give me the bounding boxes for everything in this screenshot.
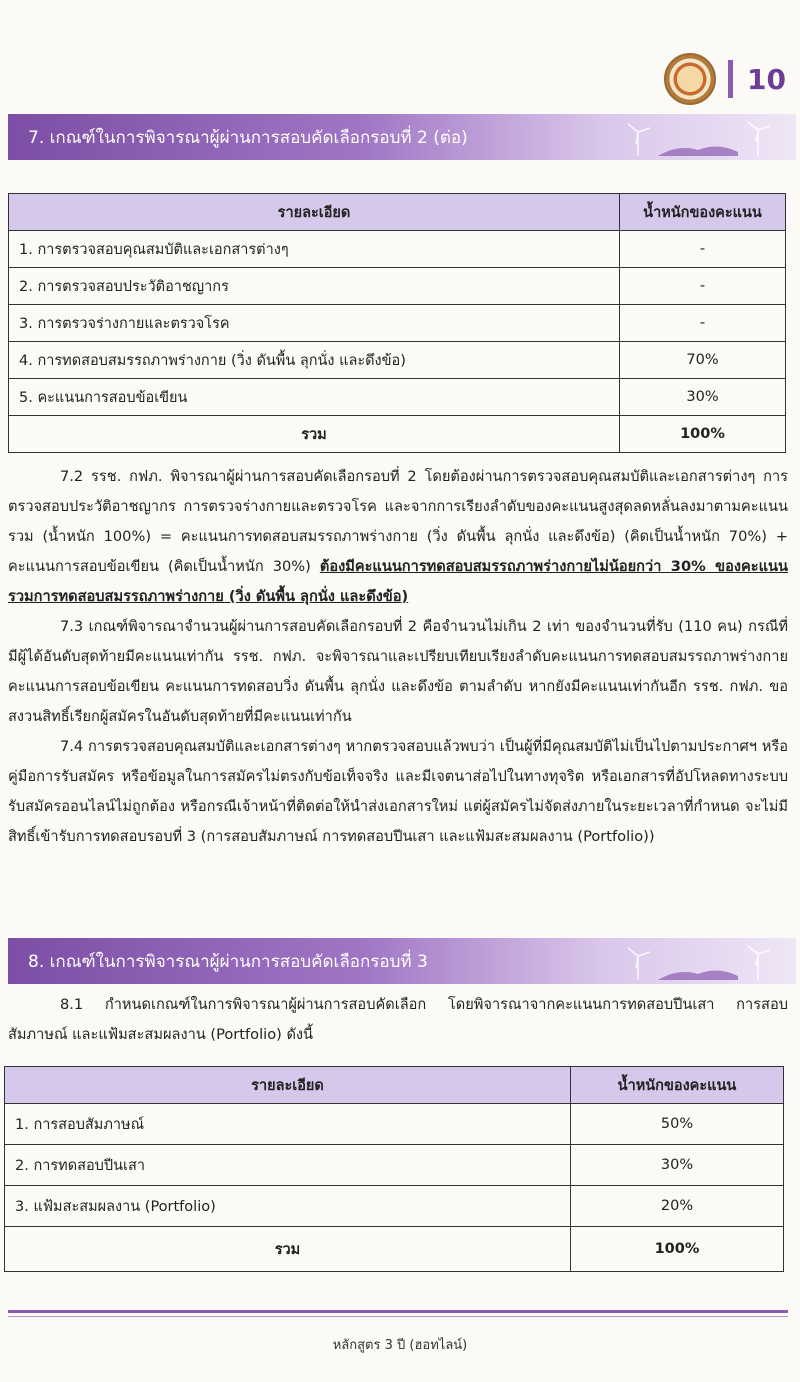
wind-turbine-icon bbox=[598, 944, 788, 980]
paragraph-7-2-emphasis: ต้องมีคะแนนการทดสอบสมรรถภาพร่างกายไม่น้อยกว่า 30% ของคะแนนรวมการทดสอบสมรรถภาพร่างกาย (วิ่ง ดันพื้น ลุกนั่ง และดึงข้อ) bbox=[8, 558, 788, 605]
footer-text: หลักสูตร 3 ปี (ฮอทไลน์) bbox=[332, 1338, 468, 1353]
total-weight: 100% bbox=[571, 1227, 784, 1272]
section-7-title: 7. เกณฑ์ในการพิจารณาผู้ผ่านการสอบคัดเลือกรอบที่ 2 (ต่อ) bbox=[28, 127, 468, 148]
table-row bbox=[9, 342, 786, 379]
row-detail: 1. การสอบสัมภาษณ์ bbox=[5, 1104, 571, 1145]
row-detail: 3. แฟ้มสะสมผลงาน (Portfolio) bbox=[5, 1186, 571, 1227]
paragraph-7-2-text: 7.2 รรช. กฟภ. พิจารณาผู้ผ่านการสอบคัดเลือกรอบที่ 2 โดยต้องผ่านการตรวจสอบคุณสมบัติและเอกสารต่างๆ การตรวจสอบประวัติอาชญากร การตรวจร่างกายและตรวจโรค และจากการเรียงลำดับของคะแนนสูงสุดลดหลั่นลงมาตามคะแนนรวม (น้ำหนัก 100%) = คะแนนการทดสอบสมรรถภาพร่างกาย (วิ่ง ดันพื้น ลุกนั่ง และดึงข้อ) (คิดเป็นน้ำหนัก 70%) + คะแนนการสอบข้อเขียน (คิดเป็นน้ำหนัก 30%) bbox=[8, 468, 788, 575]
row-detail: 5. คะแนนการสอบข้อเขียน bbox=[9, 379, 620, 416]
row-weight: 70% bbox=[620, 342, 786, 379]
header-divider bbox=[728, 60, 733, 98]
col-header-weight: น้ำหนักของคะแนน bbox=[571, 1067, 784, 1104]
row-weight: 20% bbox=[571, 1186, 784, 1227]
total-weight: 100% bbox=[620, 416, 786, 453]
table-row bbox=[9, 231, 786, 268]
col-header-detail: รายละเอียด bbox=[5, 1067, 571, 1104]
wind-turbine-icon bbox=[598, 120, 788, 156]
paragraph-7-4: 7.4 การตรวจสอบคุณสมบัติและเอกสารต่างๆ หากตรวจสอบแล้วพบว่า เป็นผู้ที่มีคุณสมบัติไม่เป็นไปตามประกาศฯ หรือคู่มือการรับสมัคร หรือข้อมูลในการสมัครไม่ตรงกับข้อเท็จจริง และมีเจตนาส่อไปในทางทุจริต หรือเอกสารที่อัปโหลดทางระบบรับสมัครออนไลน์ไม่ถูกต้อง หรือกรณีเจ้าหน้าที่ติดต่อให้นำส่งเอกสารใหม่ แต่ผู้สมัครไม่จัดส่งภายในระยะเวลาที่กำหนด จะไม่มีสิทธิ์เข้ารับการทดสอบรอบที่ 3 (การสอบสัมภาษณ์ การทดสอบปีนเสา และแฟ้มสะสมผลงาน (Portfolio)) bbox=[8, 738, 788, 845]
section-8-title: 8. เกณฑ์ในการพิจารณาผู้ผ่านการสอบคัดเลือกรอบที่ 3 bbox=[28, 951, 428, 972]
paragraph-7-2 bbox=[8, 462, 788, 612]
row-detail: 2. การตรวจสอบประวัติอาชญากร bbox=[9, 268, 620, 305]
row-detail: 1. การตรวจสอบคุณสมบัติและเอกสารต่างๆ bbox=[9, 231, 620, 268]
paragraph-8-1: 8.1 กำหนดเกณฑ์ในการพิจารณาผู้ผ่านการสอบคัดเลือก โดยพิจารณาจากคะแนนการทดสอบปีนเสา การสอบสัมภาษณ์ และแฟ้มสะสมผลงาน (Portfolio) ดังนี้ bbox=[8, 996, 788, 1043]
table-row bbox=[9, 268, 786, 305]
table-row bbox=[5, 1145, 784, 1186]
row-weight: 30% bbox=[571, 1145, 784, 1186]
row-detail: 4. การทดสอบสมรรถภาพร่างกาย (วิ่ง ดันพื้น ลุกนั่ง และดึงข้อ) bbox=[9, 342, 620, 379]
row-weight: 30% bbox=[620, 379, 786, 416]
table-row bbox=[5, 1186, 784, 1227]
table-row bbox=[9, 379, 786, 416]
row-detail: 2. การทดสอบปีนเสา bbox=[5, 1145, 571, 1186]
section-7-banner bbox=[8, 114, 796, 160]
section-7-table bbox=[8, 193, 786, 453]
table-total-row bbox=[5, 1227, 784, 1272]
footer-divider-thin bbox=[8, 1316, 788, 1317]
row-weight: - bbox=[620, 305, 786, 342]
row-weight: - bbox=[620, 268, 786, 305]
page-number: 10 bbox=[747, 62, 786, 96]
section-8-table bbox=[4, 1066, 784, 1272]
row-weight: - bbox=[620, 231, 786, 268]
page-header bbox=[664, 52, 786, 106]
paragraph-7-3: 7.3 เกณฑ์พิจารณาจำนวนผู้ผ่านการสอบคัดเลือกรอบที่ 2 คือจำนวนไม่เกิน 2 เท่า ของจำนวนที่รับ (110 คน) กรณีที่มีผู้ได้อันดับสุดท้ายมีคะแนนเท่ากัน รรช. กฟภ. จะพิจารณาและเปรียบเทียบเรียงลำดับคะแนนการทดสอบสมรรถภาพร่างกาย คะแนนการสอบข้อเขียน คะแนนการทดสอบวิ่ง ดันพื้น ลุกนั่ง และดึงข้อ ตามลำดับ หากยังมีคะแนนเท่ากันอีก รรช. กฟภ. ขอสงวนสิทธิ์เรียกผู้สมัครในอันดับสุดท้ายที่มีคะแนนเท่ากัน bbox=[8, 618, 788, 725]
row-weight: 50% bbox=[571, 1104, 784, 1145]
table-total-row bbox=[9, 416, 786, 453]
total-label: รวม bbox=[9, 416, 620, 453]
section-8-banner bbox=[8, 938, 796, 984]
footer-divider bbox=[8, 1310, 788, 1313]
row-detail: 3. การตรวจร่างกายและตรวจโรค bbox=[9, 305, 620, 342]
university-seal-icon bbox=[664, 53, 716, 105]
section-7-body bbox=[8, 462, 788, 852]
table-row bbox=[9, 305, 786, 342]
table-row bbox=[5, 1104, 784, 1145]
section-8-body bbox=[8, 990, 788, 1050]
col-header-weight: น้ำหนักของคะแนน bbox=[620, 194, 786, 231]
col-header-detail: รายละเอียด bbox=[9, 194, 620, 231]
total-label: รวม bbox=[5, 1227, 571, 1272]
